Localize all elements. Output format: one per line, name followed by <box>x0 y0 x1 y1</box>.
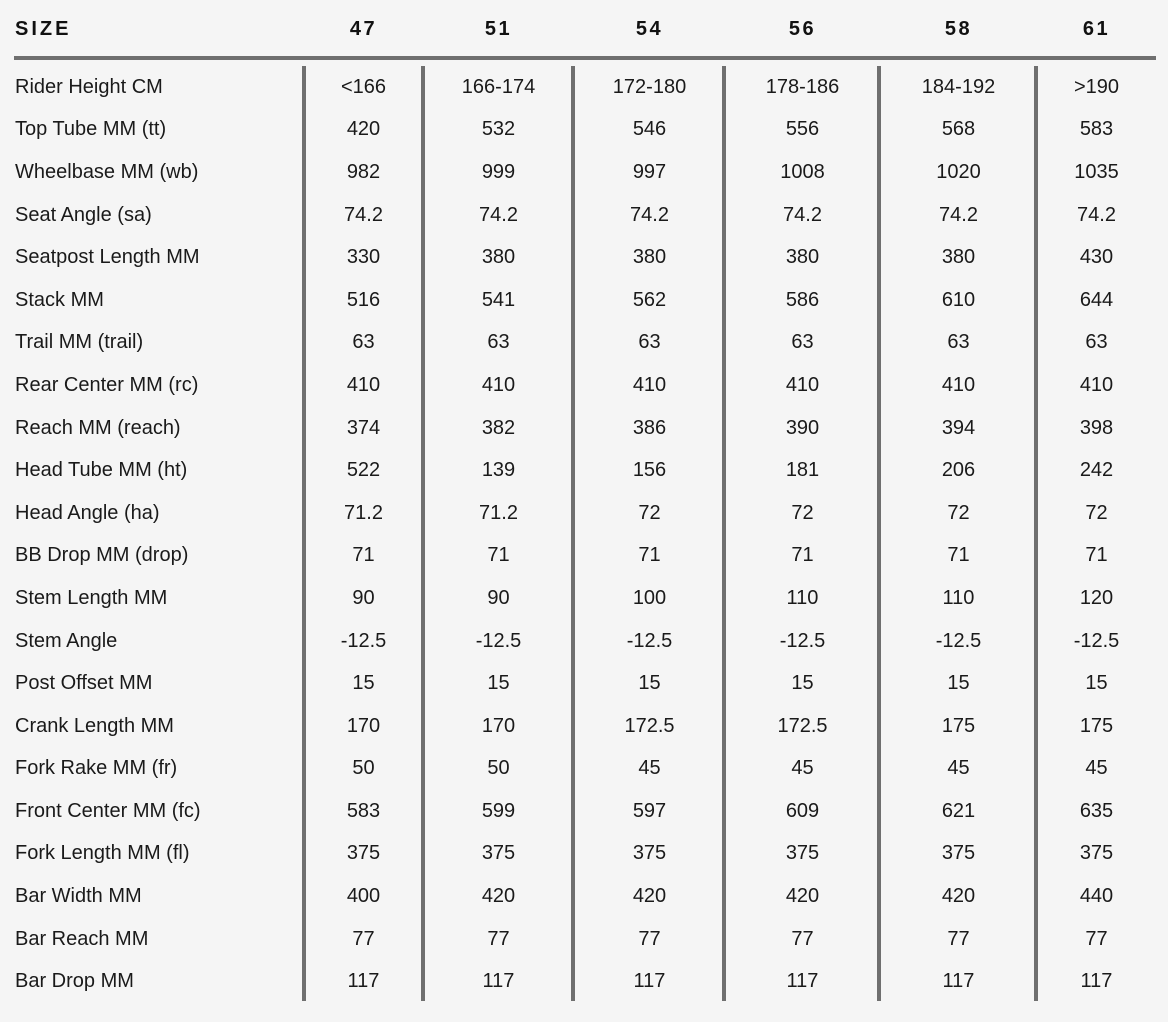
table-cell: 374 <box>346 416 381 439</box>
row-label: Wheelbase MM (wb) <box>15 160 199 183</box>
row-label: Stem Angle <box>15 629 118 652</box>
table-cell: 77 <box>1085 927 1108 950</box>
table-cell: 71 <box>638 544 661 567</box>
table-row <box>14 109 1156 152</box>
table-cell: 400 <box>346 885 381 908</box>
table-cell: 420 <box>785 885 820 908</box>
table-cell: 609 <box>785 799 820 822</box>
table-cell: 532 <box>481 118 516 141</box>
table-cell: 63 <box>947 331 970 354</box>
table-cell: <166 <box>340 75 387 98</box>
row-label: Bar Reach MM <box>15 927 149 950</box>
table-cell: 71.2 <box>344 501 383 524</box>
table-cell: 50 <box>352 757 375 780</box>
table-cell: 982 <box>346 160 381 183</box>
table-cell: 63 <box>638 331 661 354</box>
header-divider <box>14 56 1156 60</box>
table-cell: 375 <box>785 842 820 865</box>
row-label: Seatpost Length MM <box>15 246 200 269</box>
header-size-58: 58 <box>944 17 973 40</box>
row-label: Top Tube MM (tt) <box>15 118 167 141</box>
table-cell: 1035 <box>1074 160 1119 183</box>
table-row <box>14 833 1156 876</box>
table-cell: 172.5 <box>777 714 828 737</box>
table-cell: 420 <box>632 885 667 908</box>
column-divider <box>571 66 575 1001</box>
header-size-61: 61 <box>1082 17 1111 40</box>
table-cell: 420 <box>941 885 976 908</box>
table-cell: 390 <box>785 416 820 439</box>
table-row <box>14 492 1156 535</box>
table-cell: 522 <box>346 459 381 482</box>
table-cell: 45 <box>1085 757 1108 780</box>
table-row <box>14 151 1156 194</box>
row-label: Stem Length MM <box>15 586 168 609</box>
table-cell: 599 <box>481 799 516 822</box>
table-cell: 74.2 <box>939 203 978 226</box>
table-cell: 74.2 <box>1077 203 1116 226</box>
table-cell: 90 <box>352 586 375 609</box>
table-cell: 999 <box>481 160 516 183</box>
table-row <box>14 322 1156 365</box>
table-cell: 63 <box>352 331 375 354</box>
table-cell: 242 <box>1079 459 1114 482</box>
table-cell: 568 <box>941 118 976 141</box>
table-cell: 77 <box>947 927 970 950</box>
table-cell: 170 <box>346 714 381 737</box>
table-row <box>14 364 1156 407</box>
table-cell: 45 <box>947 757 970 780</box>
table-cell: 74.2 <box>630 203 669 226</box>
row-label: Post Offset MM <box>15 672 153 695</box>
row-label: Rider Height CM <box>15 75 163 98</box>
table-cell: >190 <box>1073 75 1120 98</box>
table-row <box>14 790 1156 833</box>
table-cell: 178-186 <box>765 75 840 98</box>
table-cell: 382 <box>481 416 516 439</box>
table-cell: 71 <box>791 544 814 567</box>
column-divider <box>302 66 306 1001</box>
table-cell: -12.5 <box>1073 629 1120 652</box>
table-row <box>14 407 1156 450</box>
table-cell: 156 <box>632 459 667 482</box>
table-row <box>14 236 1156 279</box>
table-row <box>14 960 1156 1003</box>
table-body <box>14 66 1156 1003</box>
table-cell: 50 <box>487 757 510 780</box>
row-label: Bar Drop MM <box>15 970 134 993</box>
table-cell: 74.2 <box>479 203 518 226</box>
column-divider <box>722 66 726 1001</box>
table-cell: -12.5 <box>340 629 387 652</box>
table-cell: 45 <box>638 757 661 780</box>
table-cell: 120 <box>1079 586 1114 609</box>
table-row <box>14 620 1156 663</box>
table-cell: 139 <box>481 459 516 482</box>
table-cell: 516 <box>346 288 381 311</box>
table-cell: 181 <box>785 459 820 482</box>
row-label: Head Angle (ha) <box>15 501 160 524</box>
table-cell: 71 <box>1085 544 1108 567</box>
table-cell: 117 <box>633 970 666 993</box>
table-cell: 410 <box>1079 373 1114 396</box>
table-cell: 410 <box>785 373 820 396</box>
table-cell: 541 <box>481 288 516 311</box>
table-row <box>14 875 1156 918</box>
table-cell: 63 <box>1085 331 1108 354</box>
table-cell: 597 <box>632 799 667 822</box>
table-cell: 430 <box>1079 246 1114 269</box>
header-size-47: 47 <box>349 17 378 40</box>
table-cell: 586 <box>785 288 820 311</box>
table-cell: 45 <box>791 757 814 780</box>
table-cell: 74.2 <box>783 203 822 226</box>
table-cell: 410 <box>346 373 381 396</box>
table-row <box>14 705 1156 748</box>
table-cell: 394 <box>941 416 976 439</box>
table-cell: 375 <box>941 842 976 865</box>
header-size-54: 54 <box>635 17 664 40</box>
table-cell: 375 <box>1079 842 1114 865</box>
table-cell: 77 <box>791 927 814 950</box>
table-row <box>14 194 1156 237</box>
table-cell: 117 <box>347 970 380 993</box>
table-cell: 77 <box>638 927 661 950</box>
table-cell: 71 <box>352 544 375 567</box>
table-cell: 117 <box>1080 970 1113 993</box>
table-cell: 72 <box>947 501 970 524</box>
row-label: Head Tube MM (ht) <box>15 459 188 482</box>
table-cell: 15 <box>638 672 661 695</box>
table-cell: 175 <box>1079 714 1114 737</box>
table-cell: 997 <box>632 160 667 183</box>
table-cell: 386 <box>632 416 667 439</box>
table-cell: 170 <box>481 714 516 737</box>
table-cell: 583 <box>1079 118 1114 141</box>
row-label: Bar Width MM <box>15 885 142 908</box>
table-cell: 1008 <box>780 160 825 183</box>
table-cell: 77 <box>487 927 510 950</box>
row-label: BB Drop MM (drop) <box>15 544 189 567</box>
table-row <box>14 535 1156 578</box>
table-cell: 71.2 <box>479 501 518 524</box>
table-cell: 375 <box>632 842 667 865</box>
table-cell: 71 <box>487 544 510 567</box>
row-label: Fork Length MM (fl) <box>15 842 190 865</box>
table-cell: 172-180 <box>612 75 687 98</box>
header-size-56: 56 <box>788 17 817 40</box>
table-cell: 15 <box>947 672 970 695</box>
table-cell: 440 <box>1079 885 1114 908</box>
table-cell: 15 <box>487 672 510 695</box>
table-cell: 72 <box>1085 501 1108 524</box>
table-cell: 644 <box>1079 288 1114 311</box>
table-row <box>14 279 1156 322</box>
table-cell: 100 <box>632 586 667 609</box>
table-cell: 166-174 <box>461 75 536 98</box>
table-cell: 610 <box>941 288 976 311</box>
header-size-51: 51 <box>484 17 513 40</box>
table-cell: 1020 <box>936 160 981 183</box>
table-cell: -12.5 <box>935 629 982 652</box>
header-size-label: SIZE <box>15 17 72 40</box>
table-cell: 556 <box>785 118 820 141</box>
table-cell: 117 <box>786 970 819 993</box>
table-cell: 398 <box>1079 416 1114 439</box>
row-label: Rear Center MM (rc) <box>15 373 199 396</box>
table-cell: -12.5 <box>626 629 673 652</box>
table-row <box>14 66 1156 109</box>
table-cell: 172.5 <box>624 714 675 737</box>
table-row <box>14 918 1156 961</box>
row-label: Crank Length MM <box>15 714 174 737</box>
table-cell: 562 <box>632 288 667 311</box>
row-label: Fork Rake MM (fr) <box>15 757 178 780</box>
table-cell: 74.2 <box>344 203 383 226</box>
table-cell: 380 <box>785 246 820 269</box>
table-cell: 420 <box>346 118 381 141</box>
table-cell: -12.5 <box>475 629 522 652</box>
geometry-table <box>14 0 1156 1003</box>
table-cell: 15 <box>791 672 814 695</box>
row-label: Seat Angle (sa) <box>15 203 152 226</box>
table-cell: 380 <box>481 246 516 269</box>
table-cell: 72 <box>791 501 814 524</box>
table-cell: 63 <box>487 331 510 354</box>
table-cell: 410 <box>481 373 516 396</box>
table-cell: 621 <box>941 799 976 822</box>
table-cell: 330 <box>346 246 381 269</box>
table-cell: 15 <box>352 672 375 695</box>
column-divider <box>421 66 425 1001</box>
table-cell: 380 <box>941 246 976 269</box>
table-cell: 71 <box>947 544 970 567</box>
table-cell: 380 <box>632 246 667 269</box>
table-cell: -12.5 <box>779 629 826 652</box>
table-cell: 117 <box>942 970 975 993</box>
table-cell: 635 <box>1079 799 1114 822</box>
table-cell: 63 <box>791 331 814 354</box>
table-cell: 72 <box>638 501 661 524</box>
table-row <box>14 577 1156 620</box>
table-cell: 110 <box>786 586 819 609</box>
table-cell: 117 <box>482 970 515 993</box>
row-label: Front Center MM (fc) <box>15 799 201 822</box>
table-cell: 15 <box>1085 672 1108 695</box>
table-cell: 206 <box>941 459 976 482</box>
table-cell: 420 <box>481 885 516 908</box>
table-row <box>14 662 1156 705</box>
table-cell: 375 <box>346 842 381 865</box>
column-divider <box>877 66 881 1001</box>
table-cell: 583 <box>346 799 381 822</box>
table-cell: 77 <box>352 927 375 950</box>
row-label: Trail MM (trail) <box>15 331 144 354</box>
table-cell: 110 <box>942 586 975 609</box>
table-cell: 90 <box>487 586 510 609</box>
table-cell: 410 <box>632 373 667 396</box>
table-cell: 175 <box>941 714 976 737</box>
table-cell: 546 <box>632 118 667 141</box>
table-row <box>14 748 1156 791</box>
table-cell: 410 <box>941 373 976 396</box>
header-row <box>14 0 1156 56</box>
row-label: Reach MM (reach) <box>15 416 181 439</box>
table-cell: 375 <box>481 842 516 865</box>
table-cell: 184-192 <box>921 75 996 98</box>
row-label: Stack MM <box>15 288 104 311</box>
table-row <box>14 449 1156 492</box>
column-divider <box>1034 66 1038 1001</box>
